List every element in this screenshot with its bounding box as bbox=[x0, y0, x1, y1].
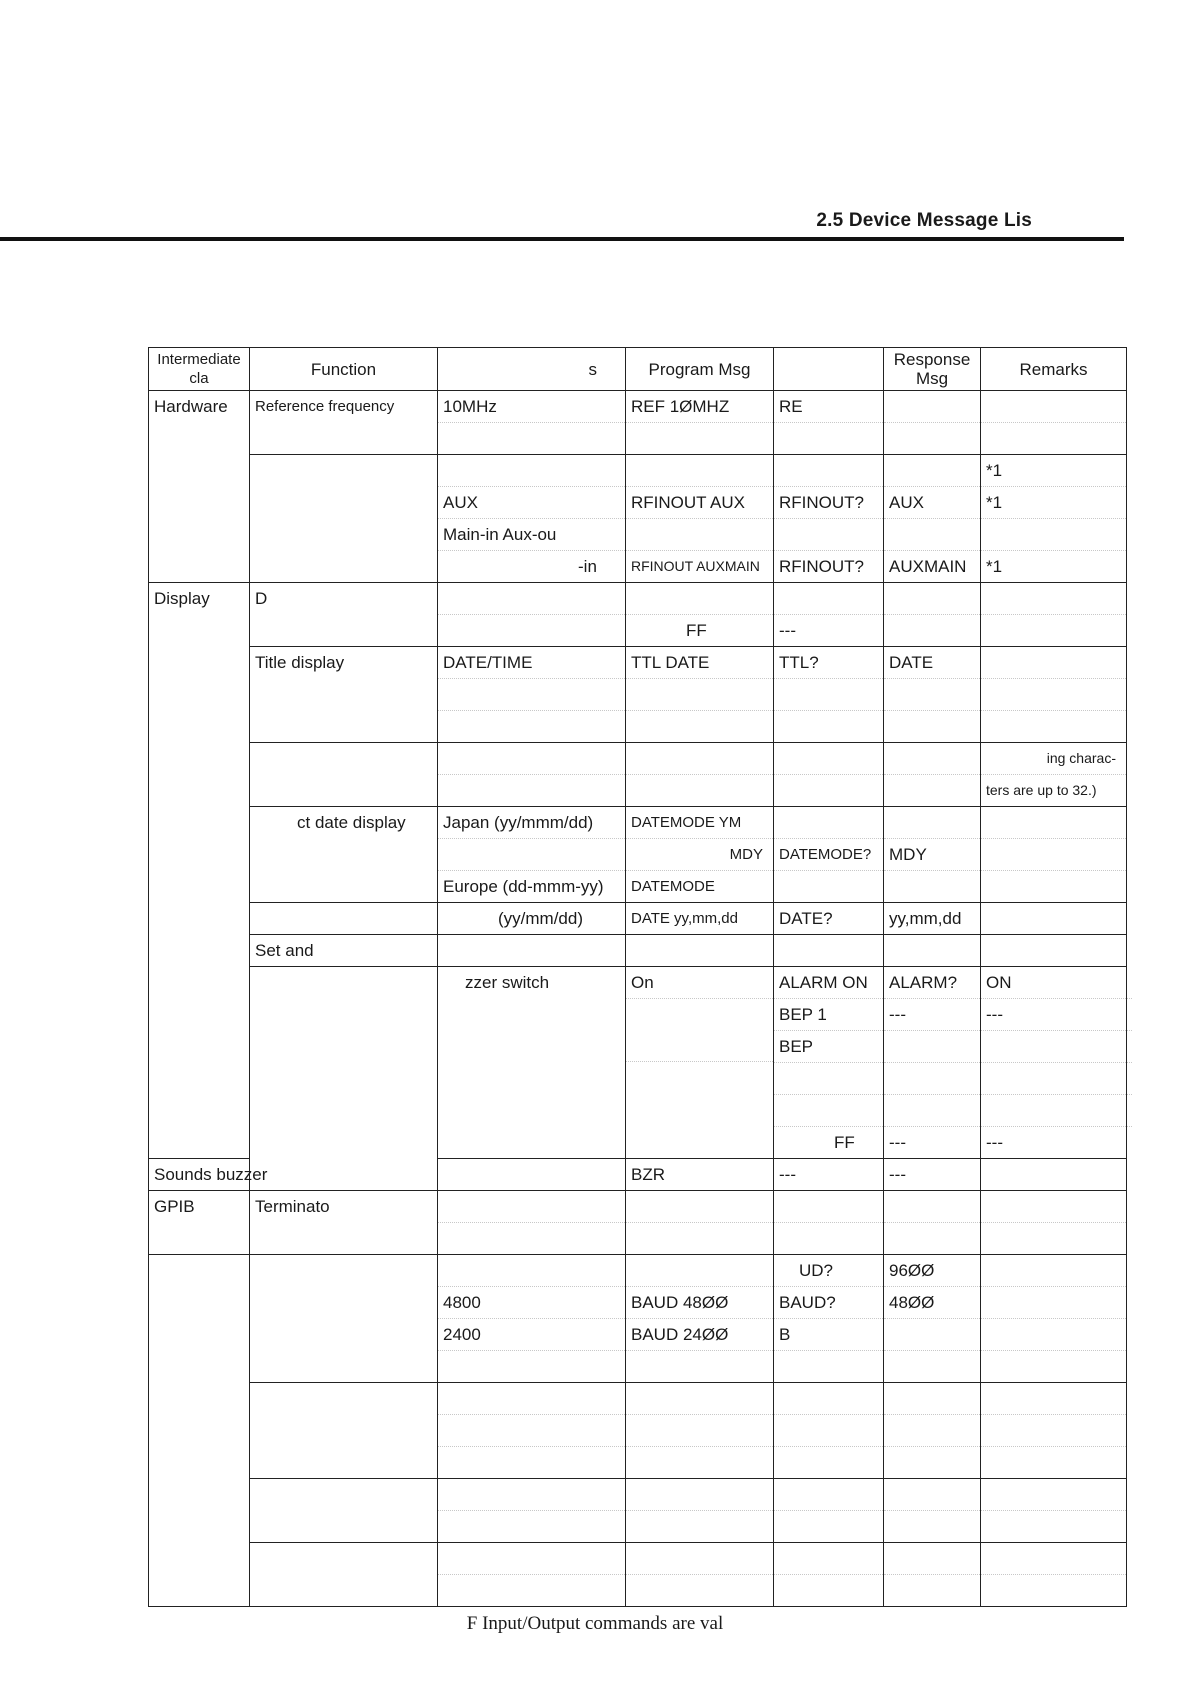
setting-cell: -in bbox=[578, 557, 597, 576]
table-row bbox=[149, 743, 1127, 807]
header-query-msg bbox=[774, 348, 884, 391]
class-cell: Display bbox=[154, 589, 210, 608]
program-cell: BEP bbox=[774, 1031, 883, 1063]
response-cell: yy,mm,dd bbox=[889, 909, 962, 928]
remark-cell: *1 bbox=[981, 487, 1126, 519]
response-cell: DATE bbox=[884, 647, 980, 679]
setting-cell: 2400 bbox=[438, 1319, 625, 1351]
program-cell: FF bbox=[686, 621, 707, 640]
response-cell: 48ØØ bbox=[884, 1287, 980, 1319]
table-row bbox=[149, 391, 1127, 455]
response-cell: --- bbox=[981, 999, 1126, 1031]
setting-cell: Europe (dd-mmm-yy) bbox=[443, 877, 604, 896]
response-cell: AUXMAIN bbox=[889, 557, 967, 576]
footer-note: F Input/Output commands are val bbox=[466, 1613, 724, 1634]
response-cell: --- bbox=[889, 1165, 906, 1184]
program-cell: DATE yy,mm,dd bbox=[631, 910, 738, 927]
setting-cell: 10MHz bbox=[438, 391, 625, 423]
query-cell: RFINOUT? bbox=[774, 487, 883, 519]
program-cell: RFINOUT AUXMAIN bbox=[631, 558, 760, 574]
query-cell: BAUD? bbox=[774, 1287, 883, 1319]
function-cell: Title display bbox=[255, 653, 345, 672]
query-cell: --- bbox=[884, 999, 980, 1031]
header-function: Function bbox=[250, 348, 438, 391]
query-cell: --- bbox=[779, 1165, 796, 1184]
program-cell: RFINOUT AUX bbox=[626, 487, 773, 519]
query-cell: --- bbox=[889, 1133, 906, 1152]
remark-cell: ters are up to 32.) bbox=[986, 782, 1097, 798]
program-cell: BAUD 48ØØ bbox=[626, 1287, 773, 1319]
program-cell: DATEMODE bbox=[631, 878, 715, 895]
setting-cell: (yy/mm/dd) bbox=[498, 909, 583, 928]
table-row bbox=[149, 1383, 1127, 1479]
program-cell: MDY bbox=[626, 839, 773, 871]
header-rule bbox=[0, 237, 1124, 241]
table-header-row bbox=[149, 348, 1127, 391]
query-cell: TTL? bbox=[774, 647, 883, 679]
response-cell: 96ØØ bbox=[884, 1255, 980, 1287]
setting-cell: DATE/TIME bbox=[438, 647, 625, 679]
program-cell: REF 1ØMHZ bbox=[626, 391, 773, 423]
program-cell: BAUD 24ØØ bbox=[626, 1319, 773, 1351]
function-cell: Terminato bbox=[255, 1197, 330, 1216]
function-cell: Set and bbox=[255, 941, 314, 960]
response-cell: MDY bbox=[884, 839, 980, 871]
remark-cell: ing charac- bbox=[981, 743, 1126, 775]
class-cell: GPIB bbox=[154, 1197, 195, 1216]
table-row bbox=[149, 967, 1127, 1159]
remark-cell: *1 bbox=[981, 455, 1126, 487]
function-cell: zzer switch bbox=[465, 973, 550, 992]
remark-cell: *1 bbox=[986, 557, 1003, 576]
response-cell: ON bbox=[981, 967, 1126, 999]
query-cell: DATEMODE? bbox=[774, 839, 883, 871]
query-cell: --- bbox=[779, 621, 796, 640]
setting-cell: AUX bbox=[438, 487, 625, 519]
table-row bbox=[149, 1543, 1127, 1607]
query-cell: RE bbox=[774, 391, 883, 423]
table-row bbox=[149, 583, 1127, 647]
table-row bbox=[149, 903, 1127, 935]
header-settings: s bbox=[438, 348, 626, 391]
program-cell: BZR bbox=[631, 1165, 665, 1184]
response-cell: --- bbox=[986, 1133, 1003, 1152]
query-cell: UD? bbox=[774, 1255, 883, 1287]
program-cell: FF bbox=[834, 1133, 855, 1152]
program-cell: DATEMODE YM bbox=[626, 807, 773, 839]
response-cell: AUX bbox=[884, 487, 980, 519]
device-message-table bbox=[148, 347, 1127, 1607]
query-cell: DATE? bbox=[779, 909, 833, 928]
function-cell: Reference frequency bbox=[255, 398, 395, 415]
header-response-msg: Response Msg bbox=[884, 348, 981, 391]
function-cell: ct date display bbox=[297, 813, 406, 832]
section-title: 2.5 Device Message Lis bbox=[816, 210, 1032, 231]
function-cell: Sounds buzzer bbox=[154, 1165, 268, 1184]
query-cell: RFINOUT? bbox=[779, 557, 864, 576]
query-cell: ALARM? bbox=[884, 967, 980, 999]
table-row bbox=[149, 807, 1127, 903]
table-row bbox=[149, 1255, 1127, 1383]
query-cell: B bbox=[774, 1319, 883, 1351]
setting-cell: On bbox=[626, 967, 773, 999]
program-cell: ALARM ON bbox=[774, 967, 883, 999]
class-cell: Hardware bbox=[154, 397, 228, 416]
table-row bbox=[149, 455, 1127, 583]
header-intermediate-class: Intermediate cla bbox=[149, 348, 250, 391]
function-cell: D bbox=[255, 589, 268, 608]
table-row bbox=[149, 647, 1127, 743]
setting-cell: Main-in Aux-ou bbox=[438, 519, 625, 551]
table-row bbox=[149, 1479, 1127, 1543]
table-row bbox=[149, 1191, 1127, 1255]
table-row bbox=[149, 935, 1127, 967]
header-remarks: Remarks bbox=[981, 348, 1127, 391]
setting-cell: 4800 bbox=[438, 1287, 625, 1319]
setting-cell: Japan (yy/mmm/dd) bbox=[438, 807, 625, 839]
program-cell: BEP 1 bbox=[774, 999, 883, 1031]
program-cell: TTL DATE bbox=[626, 647, 773, 679]
header-program-msg: Program Msg bbox=[626, 348, 774, 391]
